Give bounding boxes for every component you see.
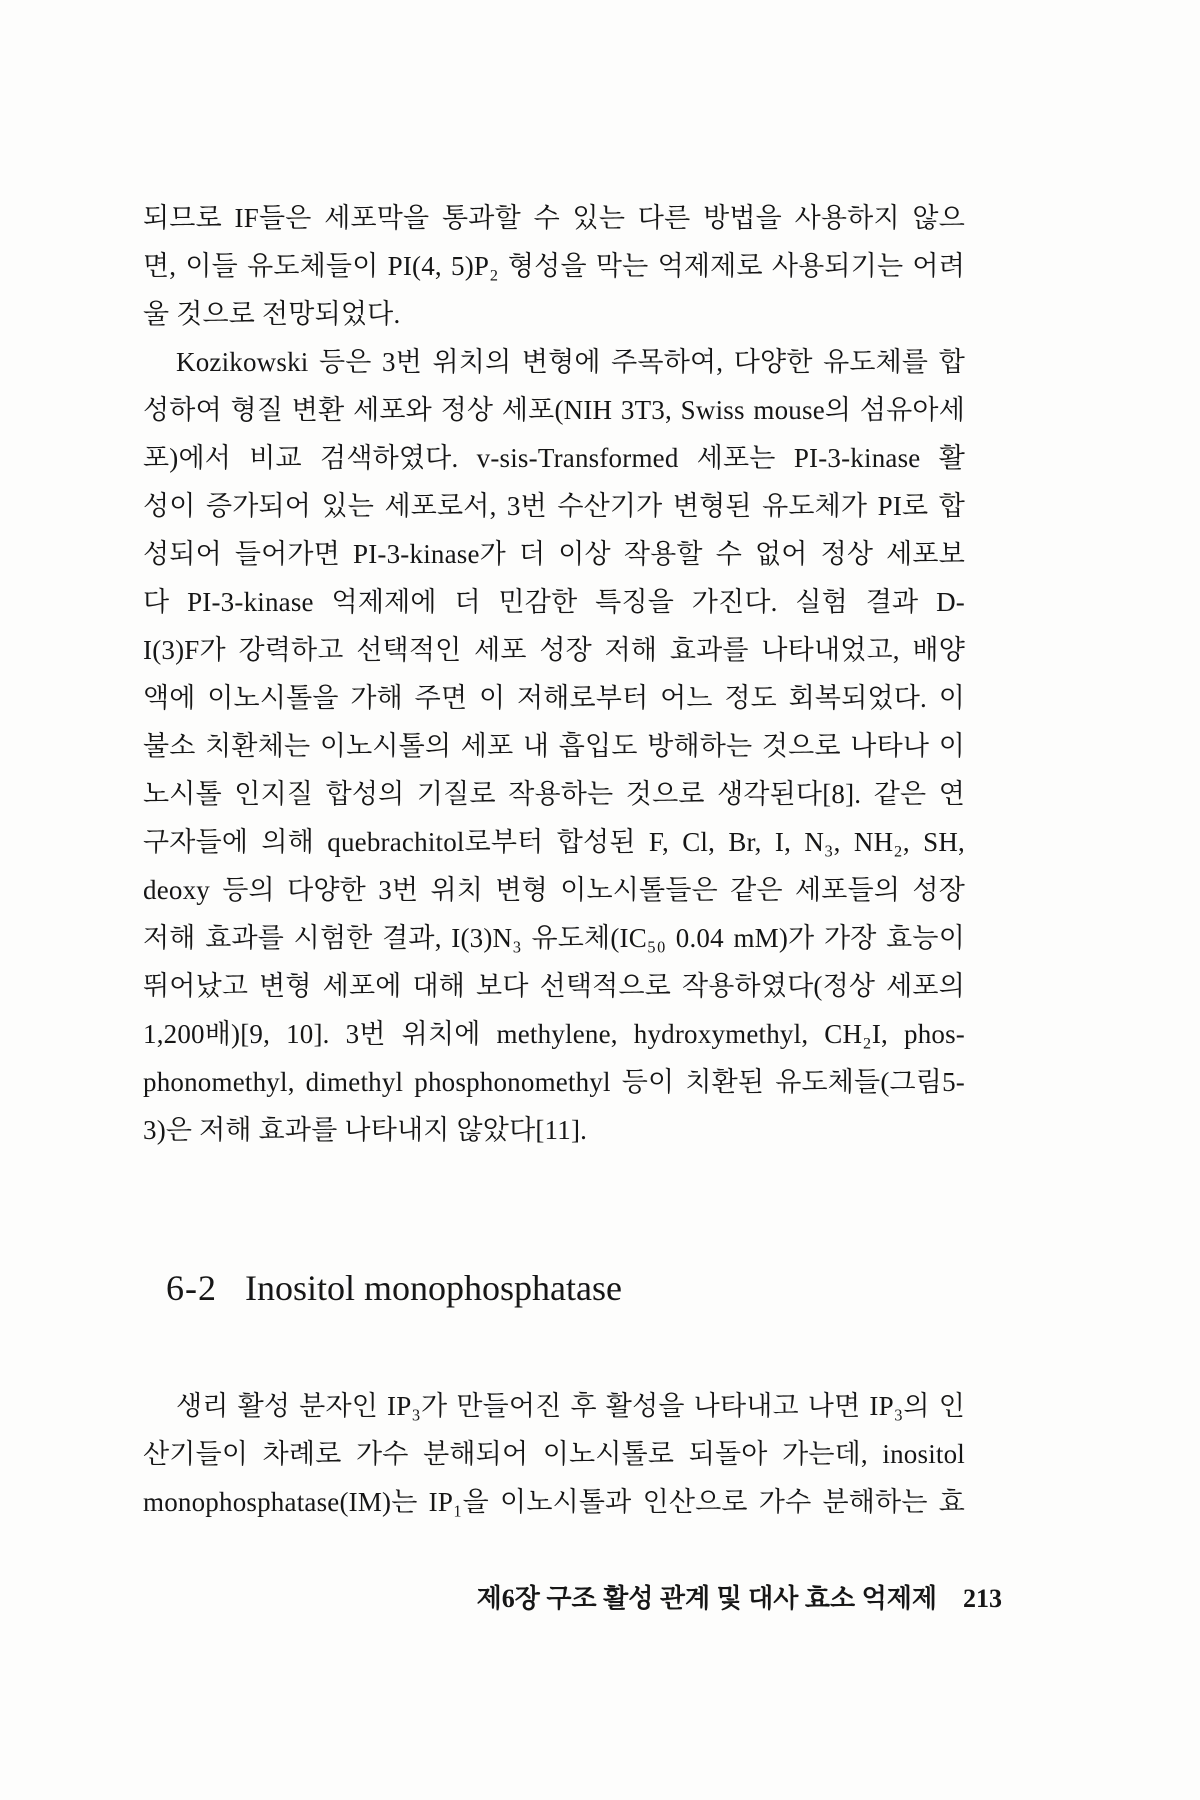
second-text-block <box>143 1382 965 1526</box>
text-line: 면, 이들 유도체들이 PI(4, 5)P₂ 형성을 막는 억제제로 사용되기는 어려 <box>143 251 965 281</box>
text-line: 되므로 IF들은 세포막을 통과할 수 있는 다른 방법을 사용하지 않으 <box>143 203 965 233</box>
text-line: 성하여 형질 변환 세포와 정상 세포(NIH 3T3, Swiss mouse의 섬유아세 <box>143 395 965 425</box>
text-line: 성되어 들어가면 PI-3-kinase가 더 이상 작용할 수 없어 정상 세포보 <box>143 539 965 569</box>
text-line: Kozikowski 등은 3번 위치의 변형에 주목하여, 다양한 유도체를 합 <box>176 347 965 377</box>
section-number: 6-2 <box>166 1268 217 1308</box>
text-line: 포)에서 비교 검색하였다. v-sis-Transformed 세포는 PI-3-kinase 활 <box>143 443 965 473</box>
text-line: deoxy 등의 다양한 3번 위치 변형 이노시톨들은 같은 세포들의 성장 <box>143 875 965 905</box>
text-line: I(3)F가 강력하고 선택적인 세포 성장 저해 효과를 나타내었고, 배양 <box>143 635 965 665</box>
text-line: 1,200배)[9, 10]. 3번 위치에 methylene, hydroxymethyl, CH₂I, phos- <box>143 1019 965 1049</box>
text-line: 생리 활성 분자인 IP₃가 만들어진 후 활성을 나타내고 나면 IP₃의 인 <box>176 1391 965 1421</box>
page-footer <box>477 1578 1002 1615</box>
text-line: 산기들이 차례로 가수 분해되어 이노시톨로 되돌아 가는데, inositol <box>143 1439 965 1469</box>
text-line: 구자들에 의해 quebrachitol로부터 합성된 F, Cl, Br, I, N₃, NH₂, SH, <box>143 827 965 857</box>
footer-chapter-title: 제6장 구조 활성 관계 및 대사 효소 억제제 <box>476 1584 937 1613</box>
text-line: 저해 효과를 시험한 결과, I(3)N₃ 유도체(IC₅₀ 0.04 mM)가 가장 효능이 <box>143 923 965 953</box>
main-text-block <box>143 194 965 1154</box>
text-line: 노시톨 인지질 합성의 기질로 작용하는 것으로 생각된다[8]. 같은 연 <box>143 779 965 809</box>
text-line: phonomethyl, dimethyl phosphonomethyl 등이 치환된 유도체들(그림5- <box>143 1067 965 1097</box>
text-line: 울 것으로 전망되었다. <box>143 299 401 329</box>
text-line: 뛰어났고 변형 세포에 대해 보다 선택적으로 작용하였다(정상 세포의 <box>143 971 965 1001</box>
text-line: 성이 증가되어 있는 세포로서, 3번 수산기가 변형된 유도체가 PI로 합 <box>143 491 965 521</box>
footer-page-number: 213 <box>963 1584 1002 1613</box>
text-line: 다 PI-3-kinase 억제제에 더 민감한 특징을 가진다. 실험 결과 D- <box>143 587 965 617</box>
section-title: Inositol monophosphatase <box>245 1268 622 1308</box>
text-line: 액에 이노시톨을 가해 주면 이 저해로부터 어느 정도 회복되었다. 이 <box>143 683 965 713</box>
section-heading <box>166 1262 622 1314</box>
text-line: 3)은 저해 효과를 나타내지 않았다[11]. <box>143 1115 588 1145</box>
text-line: 불소 치환체는 이노시톨의 세포 내 흡입도 방해하는 것으로 나타나 이 <box>143 731 965 761</box>
text-line: monophosphatase(IM)는 IP₁을 이노시톨과 인산으로 가수 분해하는 효 <box>143 1487 965 1517</box>
